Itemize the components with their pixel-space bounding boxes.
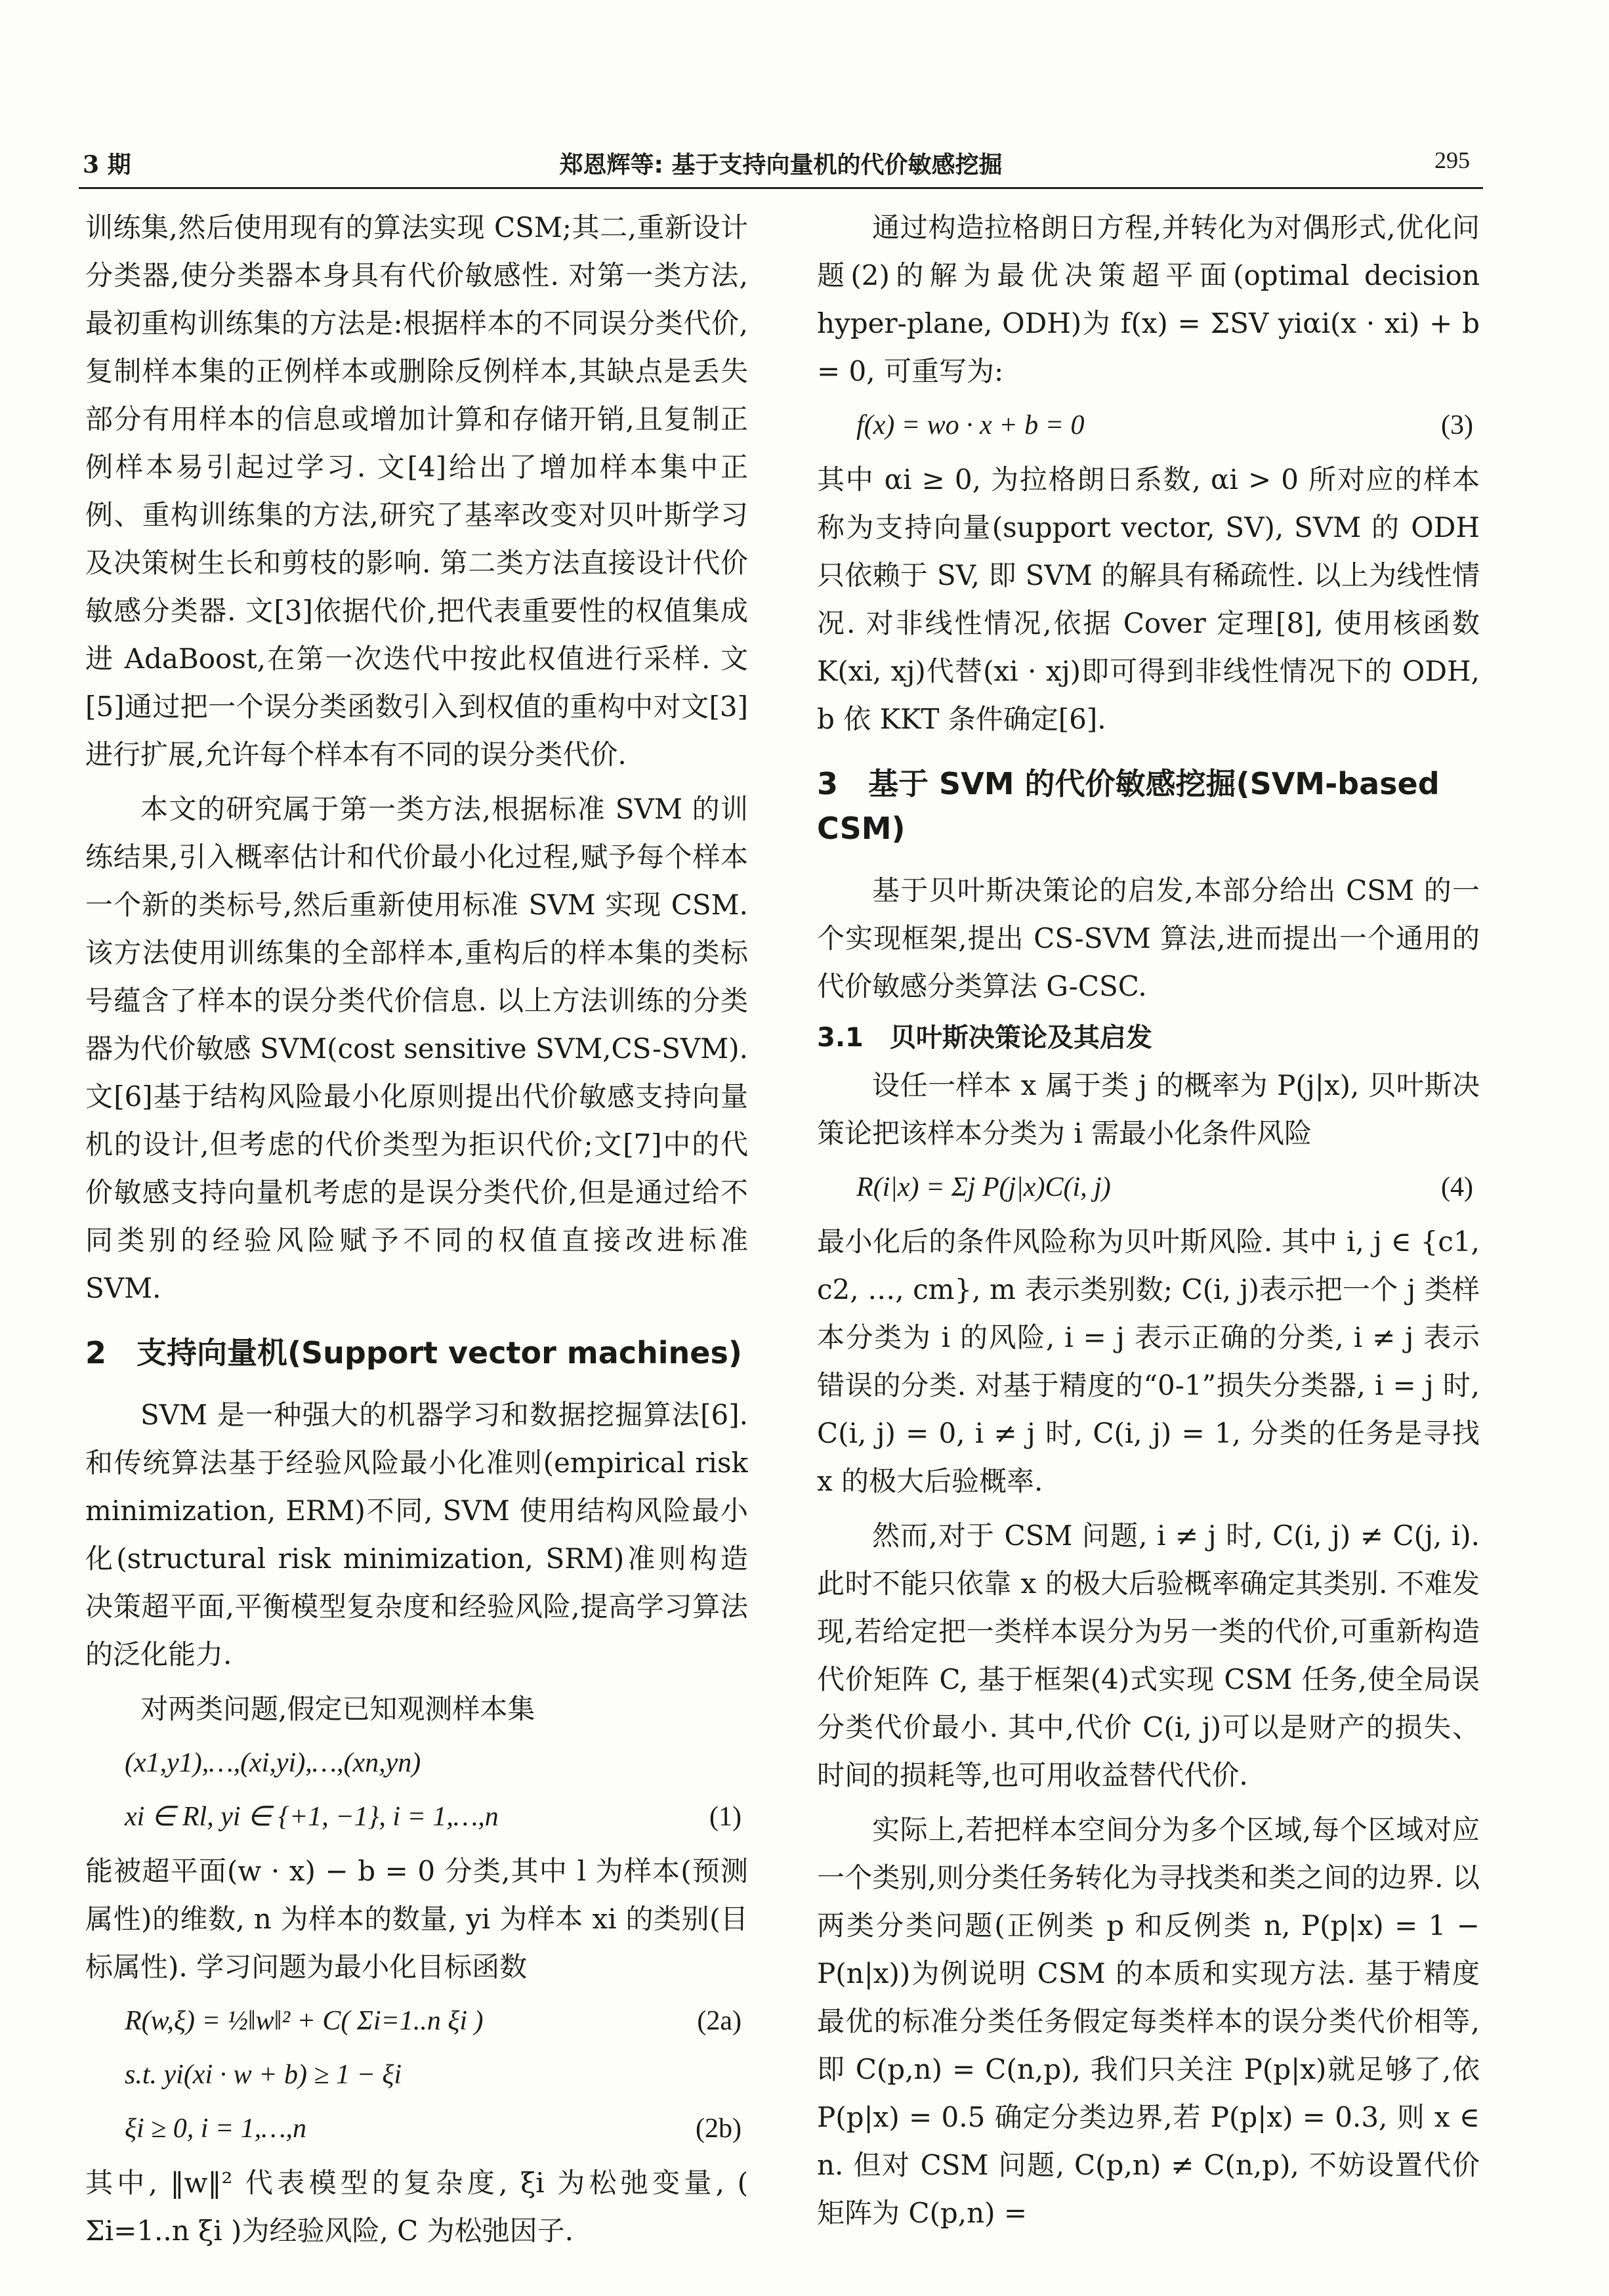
page-number: 295 [1434,147,1470,173]
equation-body: R(i|x) = Σj P(j|x)C(i, j) [856,1172,1111,1202]
paragraph: 基于贝叶斯决策论的启发,本部分给出 CSM 的一个实现框架,提出 CS-SVM 算法,进而提出一个通用的代价敏感分类算法 G-CSC. [817,874,1480,1002]
equation-1 [85,1793,748,1840]
equation-number: (2b) [696,2114,742,2144]
equation-number: (3) [1441,410,1473,440]
equation-number: (1) [709,1802,742,1832]
equation-number: (4) [1441,1172,1473,1202]
equation-body: (x1,y1),…,(xi,yi),…,(xn,yn) [125,1748,421,1778]
paragraph: 其中 αi ≥ 0, 为拉格朗日系数, αi > 0 所对应的样本称为支持向量(support vector, SV), SVM 的 ODH 只依赖于 SV, 即 SVM 的解具有稀疏性. 以上为线性情况. 对非线性情况,依据 Cover 定理[8], 使用核函数 K(xi, xj)代替(xi · xj)即可得到非线性情况下的 ODH, b 依 KKT 条件确定[6]. [817,463,1480,735]
equation-4 [817,1164,1480,1211]
subsection-heading: 3.1 贝叶斯决策论及其启发 [817,1023,1152,1053]
left-column [85,203,748,2251]
paragraph: SVM 是一种强大的机器学习和数据挖掘算法[6]. 和传统算法基于经验风险最小化准则(empirical risk minimization, ERM)不同, SVM 使用结构风险最小化(structural risk minimization, SRM)准则构造决策超平面,平衡模型复杂度和经验风险,提高学习算法的泛化能力. [85,1399,748,1670]
paragraph: 然而,对于 CSM 问题, i ≠ j 时, C(i, j) ≠ C(j, i). 此时不能只依靠 x 的极大后验概率确定其类别. 不难发现,若给定把一类样本误分为另一类的代价,可重新构造代价矩阵 C, 基于框架(4)式实现 CSM 任务,使全局误分类代价最小. 其中,代价 C(i, j)可以是财产的损失、时间的损耗等,也可用收益替代代价. [817,1520,1480,1791]
section-heading: 3 基于 SVM 的代价敏感挖掘(SVM-based CSM) [817,766,1440,846]
equation-2b [85,2105,748,2152]
paragraph: 设任一样本 x 属于类 j 的概率为 P(j|x), 贝叶斯决策论把该样本分类为 i 需最小化条件风险 [817,1069,1480,1149]
paragraph: 本文的研究属于第一类方法,根据标准 SVM 的训练结果,引入概率估计和代价最小化过程,赋予每个样本一个新的类标号,然后重新使用标准 SVM 实现 CSM. 该方法使用训练集的全部样本,重构后的样本集的类标号蕴含了样本的误分类代价信息. 以上方法训练的分类器为代价敏感 SVM(cost sensitive SVM,CS-SVM). 文[6]基于结构风险最小化原则提出代价敏感支持向量机的设计,但考虑的代价类型为拒识代价;文[7]中的代价敏感支持向量机考虑的是误分类代价,但是通过给不同类别的经验风险赋予不同的权值直接改进标准 SVM. [85,793,748,1304]
running-header [79,141,1483,189]
paragraph: 训练集,然后使用现有的算法实现 CSM;其二,重新设计分类器,使分类器本身具有代价敏感性. 对第一类方法,最初重构训练集的方法是:根据样本的不同误分类代价,复制样本集的正例样本或删除反例样本,其缺点是丢失部分有用样本的信息或增加计算和存储开销,且复制正例样本易引起过学习. 文[4]给出了增加样本集中正例、重构训练集的方法,研究了基率改变对贝叶斯学习及决策树生长和剪枝的影响. 第二类方法直接设计代价敏感分类器. 文[3]依据代价,把代表重要性的权值集成进 AdaBoost,在第一次迭代中按此权值进行采样. 文[5]通过把一个误分类函数引入到权值的重构中对文[3]进行扩展,允许每个样本有不同的误分类代价. [85,211,748,771]
equation-3 [817,402,1480,449]
equation-body: xi ∈ Rl, yi ∈ {+1, −1}, i = 1,…,n [125,1802,499,1832]
running-title: 郑恩辉等: 基于支持向量机的代价敏感挖掘 [559,152,1003,179]
equation-body: ξi ≥ 0, i = 1,…,n [125,2114,307,2144]
paragraph: 最小化后的条件风险称为贝叶斯风险. 其中 i, j ∈ {c1, c2, …, cm}, m 表示类别数; C(i, j)表示把一个 j 类样本分类为 i 的风险, i = j 表示正确的分类, i ≠ j 表示错误的分类. 对基于精度的“0-1”损失分类器, i = j 时, C(i, j) = 0, i ≠ j 时, C(i, j) = 1, 分类的任务是寻找 x 的极大后验概率. [817,1225,1480,1497]
equation-2b-constraint [85,2051,748,2098]
equation-body: s.t. yi(xi · w + b) ≥ 1 − ξi [125,2060,402,2090]
equation-sample-set [85,1739,748,1787]
paragraph: 通过构造拉格朗日方程,并转化为对偶形式,优化问题(2)的解为最优决策超平面(optimal decision hyper-plane, ODH)为 f(x) = ΣSV yiαi(x · xi) + b = 0, 可重写为: [817,211,1480,387]
right-column [817,203,1480,2251]
equation-body: f(x) = wo · x + b = 0 [856,410,1085,440]
equation-number: (2a) [697,2006,742,2036]
paragraph: 其中, ‖w‖² 代表模型的复杂度, ξi 为松弛变量, ( Σi=1..n ξi )为经验风险, C 为松弛因子. [85,2167,748,2247]
issue-number: 3 期 [83,151,131,179]
equation-body: R(w,ξ) = ½‖w‖² + C( Σi=1..n ξi ) [125,2006,484,2036]
paragraph: 对两类问题,假定已知观测样本集 [140,1693,535,1725]
paragraph: 能被超平面(w · x) − b = 0 分类,其中 l 为样本(预测属性)的维数, n 为样本的数量, yi 为样本 xi 的类别(目标属性). 学习问题为最小化目标函数 [85,1855,748,1983]
paragraph: 实际上,若把样本空间分为多个区域,每个区域对应一个类别,则分类任务转化为寻找类和类之间的边界. 以两类分类问题(正例类 p 和反例类 n, P(p|x) = 1 − P(n|x))为例说明 CSM 的本质和实现方法. 基于精度最优的标准分类任务假定每类样本的误分类代价相等,即 C(p,n) = C(n,p), 我们只关注 P(p|x)就足够了,依 P(p|x) = 0.5 确定分类边界,若 P(p|x) = 0.3, 则 x ∈ n. 但对 CSM 问题, C(p,n) ≠ C(n,p), 不妨设置代价矩阵为 C(p,n) = [817,1814,1480,2229]
equation-2a [85,1997,748,2045]
section-heading: 2 支持向量机(Support vector machines) [85,1335,742,1371]
